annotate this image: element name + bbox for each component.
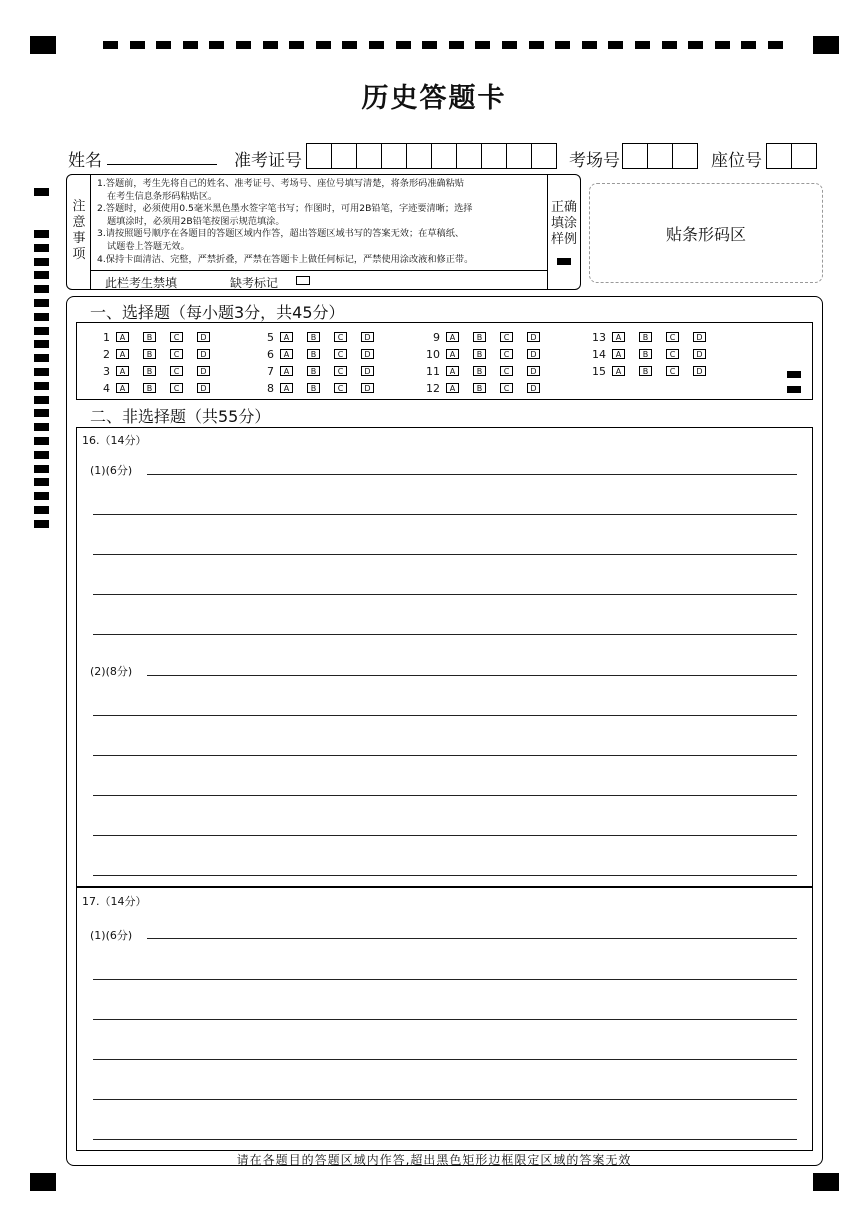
mc-option-b[interactable]: B (473, 332, 486, 342)
mc-option-c[interactable]: C (500, 383, 513, 393)
mc-option-a[interactable]: A (446, 349, 459, 359)
mc-mark-1 (787, 371, 801, 378)
timing-dash (316, 41, 331, 49)
mc-option-b[interactable]: B (639, 349, 652, 359)
name-field[interactable] (107, 148, 217, 165)
timing-dash (396, 41, 411, 49)
side-timing-mark (34, 188, 49, 196)
mc-option-b[interactable]: B (307, 349, 320, 359)
mc-option-a[interactable]: A (612, 349, 625, 359)
room-label: 考场号 (569, 151, 620, 171)
notice-line: 题填涂时，必须用2B铅笔按图示规范填涂。 (107, 215, 285, 227)
mc-question (418, 381, 554, 395)
mc-option-a[interactable]: A (280, 366, 293, 376)
mc-option-d[interactable]: D (197, 332, 210, 342)
answer-line[interactable] (147, 675, 797, 676)
mc-option-a[interactable]: A (280, 349, 293, 359)
absent-label: 缺考标记 (230, 276, 279, 290)
mc-question (252, 364, 388, 378)
mc-option-d[interactable]: D (361, 366, 374, 376)
answer-line[interactable] (147, 474, 797, 475)
timing-dash (289, 41, 304, 49)
side-timing-mark (34, 285, 49, 293)
side-timing-mark (34, 354, 49, 362)
exam-id-label: 准考证号 (234, 151, 302, 171)
timing-dash (475, 41, 490, 49)
page-title: 历史答题卡 (361, 83, 507, 114)
timing-dash (263, 41, 278, 49)
mc-question (418, 330, 554, 344)
mc-option-c[interactable]: C (500, 332, 513, 342)
mc-question-number: 11 (426, 364, 440, 378)
notice-divider-left (90, 174, 91, 290)
notice-heading: 注 意 事 项 (72, 199, 86, 262)
mc-option-a[interactable]: A (446, 366, 459, 376)
answer-line[interactable] (93, 594, 797, 595)
mc-option-b[interactable]: B (639, 332, 652, 342)
side-timing-mark (34, 465, 49, 473)
mc-option-c[interactable]: C (334, 349, 347, 359)
mc-question (88, 364, 224, 378)
side-timing-mark (34, 382, 49, 390)
side-timing-mark (34, 451, 49, 459)
footer-note: 请在各题目的答题区域内作答,超出黑色矩形边框限定区域的答案无效 (236, 1153, 632, 1167)
timing-dash (209, 41, 224, 49)
mc-option-d[interactable]: D (527, 383, 540, 393)
corner-mark-bottom-left (30, 1173, 56, 1191)
mc-option-b[interactable]: B (473, 349, 486, 359)
exam-id-field[interactable] (306, 143, 557, 169)
timing-dash (635, 41, 650, 49)
side-timing-mark (34, 340, 49, 348)
mc-question-number: 15 (592, 364, 606, 378)
mc-question (584, 347, 720, 361)
side-timing-mark (34, 506, 49, 514)
answer-line[interactable] (93, 875, 797, 876)
mc-option-d[interactable]: D (361, 349, 374, 359)
mc-option-b[interactable]: B (143, 349, 156, 359)
timing-dash (608, 41, 623, 49)
corner-mark-top-left (30, 36, 56, 54)
mc-question-number: 10 (426, 347, 440, 361)
answer-line[interactable] (93, 755, 797, 756)
seat-field[interactable] (766, 143, 817, 169)
mc-question-number: 6 (267, 347, 274, 361)
answer-line[interactable] (93, 634, 797, 635)
corner-mark-bottom-right (813, 1173, 839, 1191)
mc-option-a[interactable]: A (280, 332, 293, 342)
mc-option-d[interactable]: D (361, 383, 374, 393)
mc-option-c[interactable]: C (170, 332, 183, 342)
mc-option-b[interactable]: B (143, 383, 156, 393)
timing-dash (156, 41, 171, 49)
timing-dash (688, 41, 703, 49)
timing-dash (502, 41, 517, 49)
seat-label: 座位号 (711, 151, 762, 171)
mc-option-d[interactable]: D (527, 332, 540, 342)
answer-line[interactable] (93, 1139, 797, 1140)
timing-dash (768, 41, 783, 49)
q16-part1-label: (1)(6分) (90, 464, 133, 477)
notice-line: 在考生信息条形码粘贴区。 (107, 190, 218, 202)
mc-question (584, 364, 720, 378)
answer-line[interactable] (93, 514, 797, 515)
mc-option-c[interactable]: C (334, 332, 347, 342)
notice-line: 3.请按照题号顺序在各题目的答题区域内作答，超出答题区域书写的答案无效；在草稿纸、 (97, 228, 465, 240)
q17-label: 17.（14分） (82, 895, 147, 908)
answer-line[interactable] (147, 938, 797, 939)
mc-option-a[interactable]: A (280, 383, 293, 393)
mc-option-a[interactable]: A (612, 332, 625, 342)
mc-option-b[interactable]: B (639, 366, 652, 376)
mc-option-c[interactable]: C (666, 349, 679, 359)
timing-dash (715, 41, 730, 49)
timing-dash (183, 41, 198, 49)
side-timing-mark (34, 396, 49, 404)
sample-filled-mark (557, 258, 571, 265)
mc-option-d[interactable]: D (693, 349, 706, 359)
mc-option-a[interactable]: A (116, 366, 129, 376)
absent-checkbox[interactable] (296, 276, 310, 285)
timing-dash (103, 41, 118, 49)
mc-option-b[interactable]: B (473, 383, 486, 393)
timing-dash (130, 41, 145, 49)
notice-line: 4.保持卡面清洁、完整，严禁折叠，严禁在答题卡上做任何标记，严禁使用涂改液和修正带。 (97, 253, 474, 265)
mc-option-b[interactable]: B (143, 366, 156, 376)
side-timing-mark (34, 368, 49, 376)
timing-dash (422, 41, 437, 49)
notice-items (97, 178, 473, 266)
mc-question-number: 5 (267, 330, 274, 344)
timing-dash (529, 41, 544, 49)
mc-question-number: 2 (103, 347, 110, 361)
mc-question (418, 347, 554, 361)
name-label: 姓名 (68, 151, 102, 171)
mc-question-number: 4 (103, 381, 110, 395)
mc-option-a[interactable]: A (446, 383, 459, 393)
mc-option-c[interactable]: C (170, 366, 183, 376)
side-timing-mark (34, 423, 49, 431)
side-timing-mark (34, 492, 49, 500)
side-timing-mark (34, 478, 49, 486)
q16-label: 16.（14分） (82, 434, 147, 447)
answer-line[interactable] (93, 1099, 797, 1100)
notice-line: 1.答题前，考生先将自己的姓名、准考证号、考场号、座位号填写清楚，将条形码准确粘贴 (97, 178, 465, 189)
mc-question (88, 330, 224, 344)
mc-option-d[interactable]: D (527, 366, 540, 376)
mc-question-number: 9 (433, 330, 440, 344)
mc-option-c[interactable]: C (500, 366, 513, 376)
mc-question (88, 347, 224, 361)
side-timing-mark (34, 520, 49, 528)
mc-option-b[interactable]: B (307, 366, 320, 376)
timing-dash (582, 41, 597, 49)
corner-mark-top-right (813, 36, 839, 54)
notice-line: 试题卷上答题无效。 (107, 240, 190, 252)
side-timing-mark (34, 437, 49, 445)
side-timing-mark (34, 313, 49, 321)
mc-question-number: 13 (592, 330, 606, 344)
side-timing-mark (34, 244, 49, 252)
notice-divider-right (547, 174, 548, 290)
side-timing-mark (34, 299, 49, 307)
mc-option-d[interactable]: D (361, 332, 374, 342)
mc-question-number: 3 (103, 364, 110, 378)
q16-part2-label: (2)(8分) (90, 665, 133, 678)
barcode-label: 贴条形码区 (665, 225, 746, 244)
mc-option-c[interactable]: C (170, 349, 183, 359)
mc-question-number: 8 (267, 381, 274, 395)
mc-option-c[interactable]: C (334, 366, 347, 376)
sample-label: 正确 填涂 样例 (550, 200, 577, 247)
timing-dash (369, 41, 384, 49)
mc-option-d[interactable]: D (527, 349, 540, 359)
timing-dash (236, 41, 251, 49)
mc-question-number: 1 (103, 330, 110, 344)
mc-question (252, 330, 388, 344)
mc-option-a[interactable]: A (116, 349, 129, 359)
side-timing-mark (34, 230, 49, 238)
side-timing-mark (34, 409, 49, 417)
mc-question (252, 381, 388, 395)
answer-line[interactable] (93, 1019, 797, 1020)
mc-option-a[interactable]: A (116, 332, 129, 342)
mc-option-d[interactable]: D (197, 366, 210, 376)
no-fill-label: 此栏考生禁填 (105, 276, 178, 290)
mc-question-number: 12 (426, 381, 440, 395)
side-timing-mark (34, 258, 49, 266)
mc-question (584, 330, 720, 344)
mc-option-d[interactable]: D (197, 349, 210, 359)
answer-line[interactable] (93, 715, 797, 716)
mc-question (418, 364, 554, 378)
mc-option-b[interactable]: B (473, 366, 486, 376)
notice-line: 2.答题时，必须使用0.5毫米黑色墨水签字笔书写；作图时，可用2B铅笔，字迹要清晰；选择 (97, 203, 473, 215)
answer-line[interactable] (93, 979, 797, 980)
mc-question (88, 381, 224, 395)
section1-heading: 一、选择题（每小题3分，共45分） (90, 303, 345, 322)
mc-question-number: 14 (592, 347, 606, 361)
mc-option-c[interactable]: C (666, 366, 679, 376)
q17-part1-label: (1)(6分) (90, 929, 133, 942)
mc-option-a[interactable]: A (612, 366, 625, 376)
mc-option-b[interactable]: B (307, 332, 320, 342)
mc-option-c[interactable]: C (334, 383, 347, 393)
mc-option-d[interactable]: D (197, 383, 210, 393)
side-timing-mark (34, 271, 49, 279)
side-timing-mark (34, 327, 49, 335)
mc-option-c[interactable]: C (500, 349, 513, 359)
mc-option-a[interactable]: A (116, 383, 129, 393)
mc-option-c[interactable]: C (666, 332, 679, 342)
mc-option-d[interactable]: D (693, 332, 706, 342)
mc-option-b[interactable]: B (143, 332, 156, 342)
mc-option-b[interactable]: B (307, 383, 320, 393)
notice-divider-h (90, 270, 548, 271)
mc-option-c[interactable]: C (170, 383, 183, 393)
timing-dash (741, 41, 756, 49)
timing-dash (555, 41, 570, 49)
mc-option-d[interactable]: D (693, 366, 706, 376)
timing-dash (342, 41, 357, 49)
timing-dash (662, 41, 677, 49)
mc-question (252, 347, 388, 361)
answer-line[interactable] (93, 835, 797, 836)
answer-line[interactable] (93, 795, 797, 796)
answer-line[interactable] (93, 554, 797, 555)
q16-box (76, 427, 813, 887)
mc-question-number: 7 (267, 364, 274, 378)
mc-option-a[interactable]: A (446, 332, 459, 342)
mc-mark-2 (787, 386, 801, 393)
room-field[interactable] (622, 143, 698, 169)
answer-line[interactable] (93, 1059, 797, 1060)
timing-dash (449, 41, 464, 49)
section2-heading: 二、非选择题（共55分） (90, 407, 271, 426)
